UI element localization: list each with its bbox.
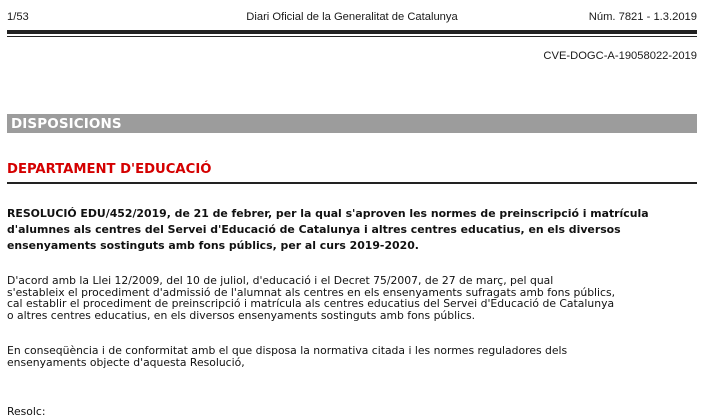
paragraph-consequence (7, 345, 693, 368)
issue-number: Núm. 7821 - 1.3.2019 (588, 11, 697, 23)
page-number: 1/53 (7, 11, 29, 23)
journal-title: Diari Oficial de la Generalitat de Catalunya (246, 11, 458, 23)
resolution-title (7, 206, 691, 254)
department-title: DEPARTAMENT D'EDUCACIÓ (7, 162, 212, 177)
resolution-line: d'alumnes als centres del Servei d'Educació de Catalunya i altres centres educatius, en els diversos (7, 223, 621, 236)
resolc-text: Resolc: (7, 405, 46, 418)
section-bar (7, 114, 697, 133)
cve-code: CVE-DOGC-A-19058022-2019 (543, 50, 697, 62)
section-title: DISPOSICIONS (11, 116, 122, 132)
page-header (7, 11, 697, 25)
paragraph-line: cal establir el procediment de preinscripció i matrícula als centres educatius del Servei d'Educació de Catalunya (7, 297, 615, 311)
header-rule-thin (7, 36, 697, 37)
paragraph-line: ensenyaments objecte d'aquesta Resolució, (7, 355, 245, 369)
resolution-line: ensenyaments sostinguts amb fons públics, per al curs 2019-2020. (7, 239, 419, 252)
resolution-line: RESOLUCIÓ EDU/452/2019, de 21 de febrer, per la qual s'aproven les normes de preinscripció i matrícula (7, 207, 649, 220)
paragraph-line: D'acord amb la Llei 12/2009, del 10 de juliol, d'educació i el Decret 75/2007, de 27 de març, pel qual (7, 274, 554, 287)
paragraph-line: s'estableix el procediment d'admissió de l'alumnat als centres en els ensenyaments sufragats amb fons públics, (7, 285, 616, 299)
header-rule-thick (7, 30, 697, 34)
paragraph-line: o altres centres educatius, en els diversos ensenyaments sostinguts amb fons públics. (7, 308, 476, 322)
department-rule (7, 182, 697, 184)
paragraph-preamble (7, 275, 693, 321)
paragraph-line: En conseqüència i de conformitat amb el que disposa la normativa citada i les normes reguladores dels (7, 344, 568, 357)
